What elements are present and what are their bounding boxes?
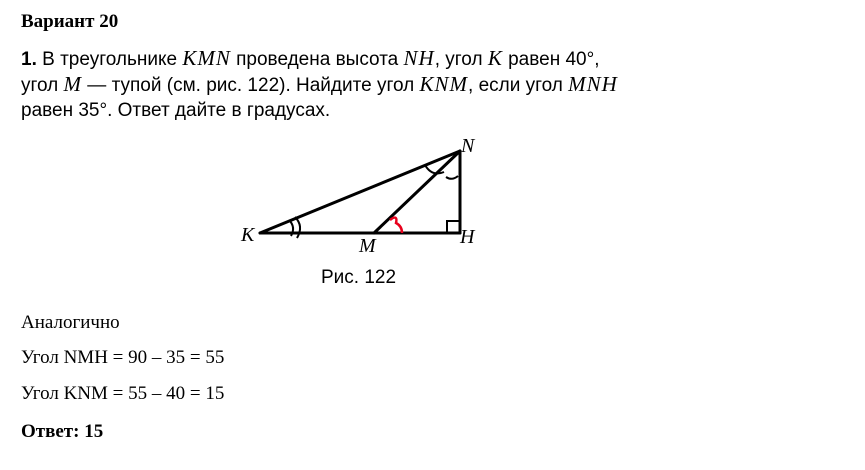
- problem-text: равен 40°,: [502, 49, 600, 70]
- triangle-name: KMN: [182, 46, 231, 70]
- altitude-name: NH: [403, 46, 435, 70]
- problem-text: В треугольнике: [36, 49, 183, 70]
- problem-line-3: равен 35°. Ответ дайте в градусах.: [21, 100, 331, 121]
- angle-k-arc-outer: [295, 217, 300, 238]
- angle-m-highlight: [390, 218, 402, 233]
- solution-step-1: Угол NMH = 90 – 35 = 55: [21, 347, 225, 368]
- angle-mnh-name: MNH: [568, 72, 618, 96]
- problem-text: , если угол: [468, 75, 569, 96]
- problem-text: угол: [21, 75, 64, 96]
- solution-step-2: Угол KNM = 55 – 40 = 15: [21, 383, 225, 404]
- figure-caption: Рис. 122: [321, 267, 397, 288]
- problem-text: — тупой (см. рис. 122). Найдите угол: [82, 75, 420, 96]
- angle-m-name: M: [63, 72, 83, 96]
- solution-intro: Аналогично: [21, 312, 120, 333]
- angle-knm-name: KNM: [419, 72, 469, 96]
- right-angle-mark: [447, 221, 460, 233]
- variant-title: Вариант 20: [21, 11, 119, 32]
- label-m: M: [359, 235, 376, 257]
- label-k: K: [241, 224, 255, 246]
- problem-number: 1.: [21, 49, 37, 70]
- label-h: H: [460, 226, 475, 248]
- final-answer: Ответ: 15: [21, 421, 104, 442]
- problem-text: проведена высота: [230, 49, 404, 70]
- label-n: N: [461, 135, 475, 157]
- angle-mnh-arc: [446, 176, 458, 179]
- angle-k-name: K: [487, 46, 503, 70]
- problem-text: , угол: [434, 49, 488, 70]
